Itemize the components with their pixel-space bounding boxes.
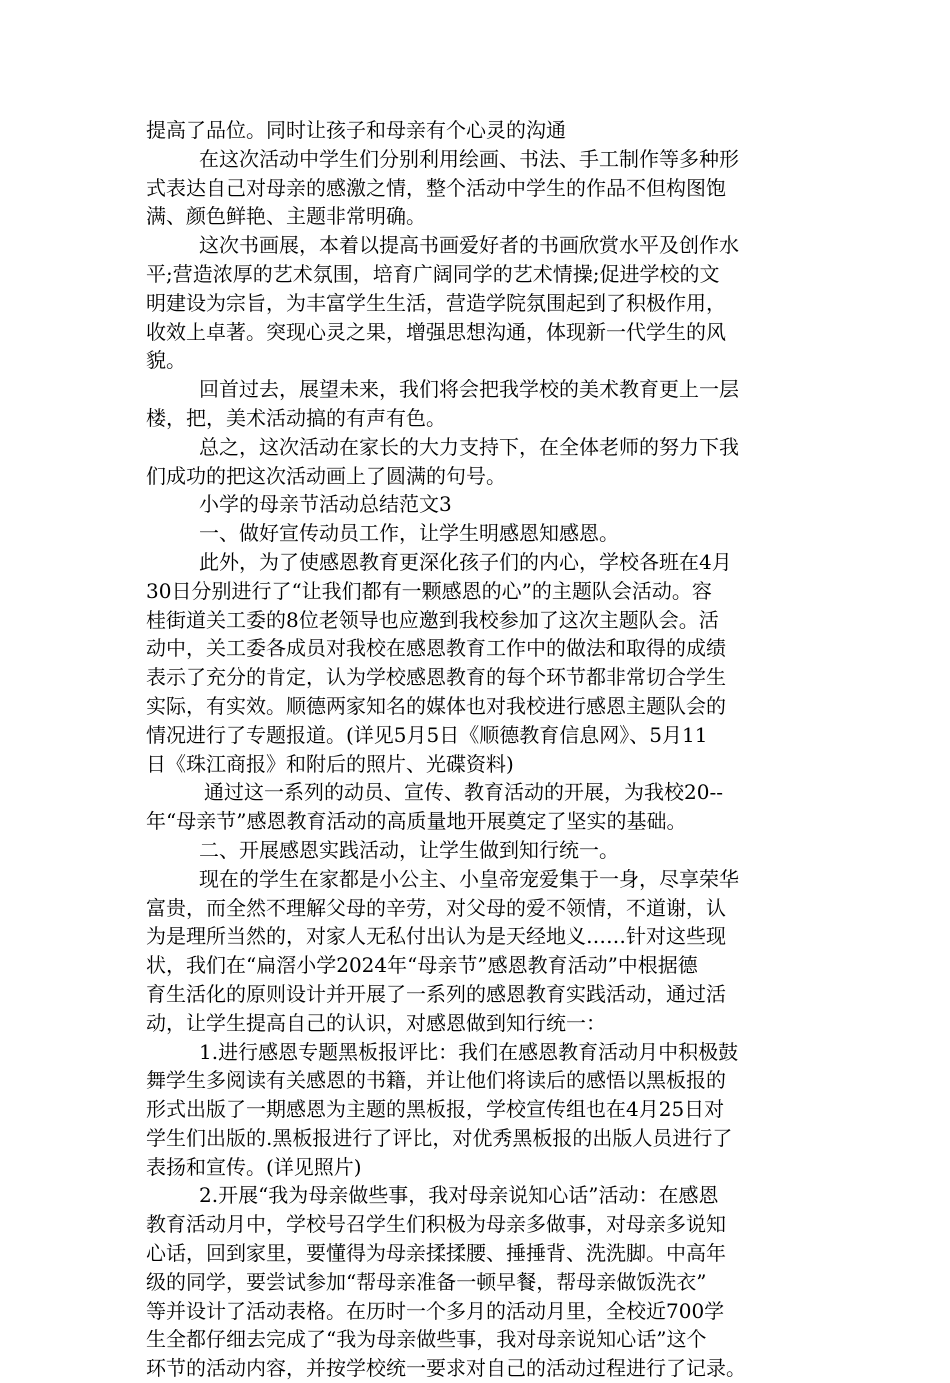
text-line: 动，让学生提高自己的认识，对感恩做到知行统一：	[146, 1010, 606, 1035]
text-line: 提高了品位。同时让孩子和母亲有个心灵的沟通	[146, 118, 566, 142]
text-line: 楼，把，美术活动搞的有声有色。	[146, 405, 446, 430]
text-line: 情况进行了专题报道。(详见5月5日《顺德教育信息网》、5月11	[146, 722, 708, 747]
text-line: 富贵，而全然不理解父母的辛劳，对父母的爱不领情，不道谢，认	[146, 895, 726, 920]
text-line: 学生们出版的.黑板报进行了评比，对优秀黑板报的出版人员进行了	[146, 1125, 733, 1150]
text-line: 表扬和宣传。(详见照片)	[146, 1154, 362, 1179]
text-line: 环节的活动内容，并按学校统一要求对自己的活动过程进行了记录。	[146, 1356, 746, 1381]
text-line: 级的同学，要尝试参加“帮母亲准备一顿早餐，帮母亲做饭洗衣”	[146, 1269, 707, 1294]
text-line: 育生活化的原则设计并开展了一系列的感恩教育实践活动，通过活	[146, 981, 726, 1006]
text-line: 日《珠江商报》和附后的照片、光碟资料)	[146, 751, 514, 776]
text-line: 通过这一系列的动员、宣传、教育活动的开展，为我校20--	[204, 780, 723, 805]
text-line: 貌。	[146, 348, 186, 373]
text-line: 式表达自己对母亲的感激之情，整个活动中学生的作品不但构图饱	[146, 175, 726, 200]
text-line: 回首过去，展望未来，我们将会把我学校的美术教育更上一层	[199, 377, 739, 402]
text-line: 现在的学生在家都是小公主、小皇帝宠爱集于一身，尽享荣华	[199, 866, 739, 891]
text-line: 动中，关工委各成员对我校在感恩教育工作中的做法和取得的成绩	[146, 636, 726, 661]
text-line: 平;营造浓厚的艺术氛围，培育广阔同学的艺术情操;促进学校的文	[146, 261, 720, 286]
text-line: 2.开展“我为母亲做些事，我对母亲说知心话”活动：在感恩	[199, 1183, 719, 1208]
text-line: 二、开展感恩实践活动，让学生做到知行统一。	[199, 837, 619, 862]
document-page	[146, 116, 822, 1383]
text-line: 1.进行感恩专题黑板报评比：我们在感恩教育活动月中积极鼓	[199, 1039, 739, 1064]
text-line: 实际，有实效。顺德两家知名的媒体也对我校进行感恩主题队会的	[146, 693, 726, 718]
text-line: 心话，回到家里，要懂得为母亲揉揉腰、捶捶背、洗洗脚。中高年	[146, 1241, 726, 1266]
text-line: 形式出版了一期感恩为主题的黑板报，学校宣传组也在4月25日对	[146, 1097, 725, 1122]
text-line: 生全都仔细去完成了“我为母亲做些事，我对母亲说知心话”这个	[146, 1327, 707, 1352]
text-line: 明建设为宗旨，为丰富学生生活，营造学院氛围起到了积极作用，	[146, 290, 726, 315]
text-line: 状，我们在“扁滘小学2024年“母亲节”感恩教育活动”中根据德	[146, 953, 698, 978]
text-line: 这次书画展，本着以提高书画爱好者的书画欣赏水平及创作水	[199, 233, 739, 258]
text-line: 在这次活动中学生们分别利用绘画、书法、手工制作等多种形	[199, 146, 739, 171]
text-line: 为是理所当然的，对家人无私付出认为是天经地义……针对这些现	[146, 924, 726, 949]
text-line: 教育活动月中，学校号召学生们积极为母亲多做事，对母亲多说知	[146, 1212, 726, 1237]
text-line: 此外，为了使感恩教育更深化孩子们的内心，学校各班在4月	[199, 549, 732, 574]
text-line: 舞学生多阅读有关感恩的书籍，并让他们将读后的感悟以黑板报的	[146, 1068, 726, 1093]
text-line: 桂街道关工委的8位老领导也应邀到我校参加了这次主题队会。活	[146, 607, 719, 632]
text-line: 们成功的把这次活动画上了圆满的句号。	[146, 463, 506, 488]
text-line: 满、颜色鲜艳、主题非常明确。	[146, 204, 426, 229]
text-line: 年“母亲节”感恩教育活动的高质量地开展奠定了坚实的基础。	[146, 809, 687, 834]
text-line: 总之，这次活动在家长的大力支持下，在全体老师的努力下我	[199, 434, 739, 459]
text-line: 等并设计了活动表格。在历时一个多月的活动月里，全校近700学	[146, 1298, 725, 1323]
text-line: 表示了充分的肯定，认为学校感恩教育的每个环节都非常切合学生	[146, 665, 726, 690]
text-line: 收效上卓著。突现心灵之果，增强思想沟通，体现新一代学生的风	[146, 319, 726, 344]
text-line: 小学的母亲节活动总结范文3	[199, 492, 452, 517]
text-line: 30日分别进行了“让我们都有一颗感恩的心”的主题队会活动。容	[146, 578, 712, 603]
text-line: 一、做好宣传动员工作，让学生明感恩知感恩。	[199, 521, 619, 546]
